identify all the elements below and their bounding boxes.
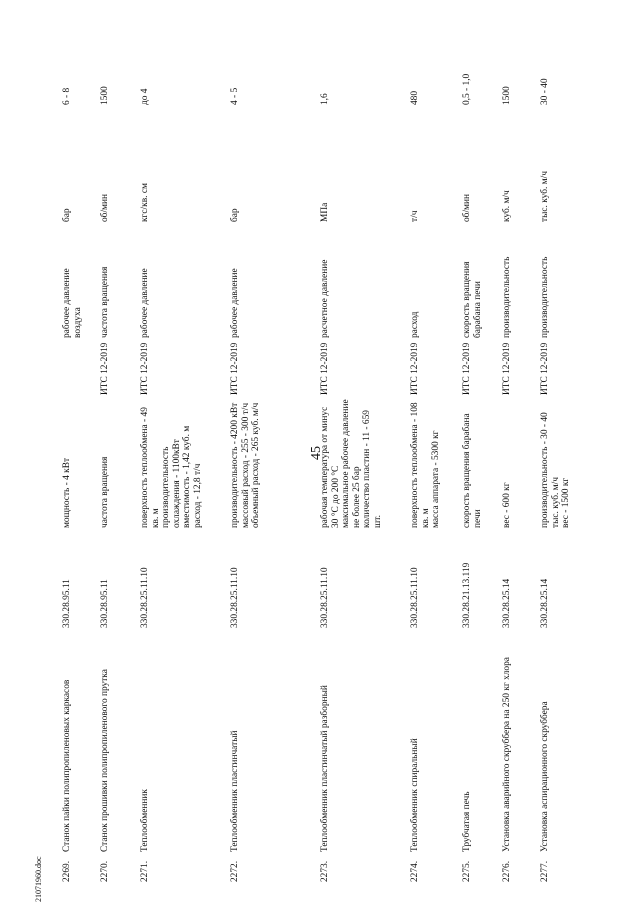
equipment-name: Установка аварийного скруббера на 250 кг хлора xyxy=(502,657,512,852)
parameter-value: 1500 xyxy=(502,86,512,105)
equipment-name: Теплообменник пластинчатый xyxy=(230,730,240,852)
okpd-code: 330.28.95.11 xyxy=(100,579,110,628)
okpd-code: 330.28.95.11 xyxy=(62,579,72,628)
row-number: 2273. xyxy=(320,860,330,882)
parameter-name: производительность xyxy=(540,256,550,338)
row-number: 2275. xyxy=(462,860,472,882)
reference-doc: ИТС 12-2019 xyxy=(410,342,420,395)
okpd-code: 330.28.25.14 xyxy=(540,578,550,628)
parameter-value: 30 - 40 xyxy=(540,78,550,105)
reference-doc: ИТС 12-2019 xyxy=(230,342,240,395)
equipment-name: Станок пайки полипропиленовых каркасов xyxy=(62,679,72,852)
row-number: 2277. xyxy=(540,860,550,882)
row-number: 2271. xyxy=(140,860,150,882)
parameter-value: 1,6 xyxy=(320,93,330,105)
parameter-name: расход xyxy=(410,311,420,338)
equipment-name: Установка аспирационного скруббера xyxy=(540,701,550,852)
parameter-name: рабочее давление xyxy=(140,268,150,338)
characteristic-text: поверхность теплообмена - 108 кв. м масса аппарата - 5300 кг xyxy=(410,402,442,528)
characteristic-text: поверхность теплообмена - 49 кв. м производительность охлаждения - 1100кВт вместимость - 1,42 куб. м расход - 12,8 т/ч xyxy=(140,407,203,528)
parameter-name: расчетное давление xyxy=(320,259,330,338)
characteristic-text: мощность - 4 кВт xyxy=(62,457,72,528)
row-number: 2274. xyxy=(410,860,420,882)
unit-of-measure: кгс/кв. см xyxy=(140,183,150,222)
row-number: 2272. xyxy=(230,860,240,882)
unit-of-measure: об/мин xyxy=(100,193,110,222)
parameter-value: 0,5 - 1,0 xyxy=(462,73,472,105)
reference-doc xyxy=(62,340,100,395)
characteristic-text: вес - 600 кг xyxy=(502,482,512,528)
equipment-name: Станок прошивки полипропиленового прутка xyxy=(100,669,110,852)
page-number: 45 xyxy=(309,446,324,460)
characteristic-text: рабочая температура от минус 30 °C до 200 °C максимальное рабочее давление не более 25 бар количество пластин - 11 - 659 шт. xyxy=(320,399,383,528)
equipment-name: Теплообменник спиральный xyxy=(410,738,420,852)
row-number: 2270. xyxy=(100,860,110,882)
parameter-value: 1500 xyxy=(100,86,110,105)
characteristic-text: производительность - 30 - 40 тыс. куб. м/ч вес - 1500 кг xyxy=(540,412,572,528)
row-number: 2269. xyxy=(62,860,72,882)
okpd-code: 330.28.21.13.119 xyxy=(462,562,472,628)
okpd-code: 330.28.25.11.10 xyxy=(320,567,330,628)
okpd-code: 330.28.25.11.10 xyxy=(140,567,150,628)
parameter-name: производительность xyxy=(502,256,512,338)
parameter-name: скорость вращения барабана печи xyxy=(462,261,483,338)
equipment-name: Трубчатая печь xyxy=(462,791,472,852)
equipment-name: Теплообменник пластинчатый разборный xyxy=(320,685,330,852)
unit-of-measure: об/мин xyxy=(462,193,472,222)
reference-doc: ИТС 12-2019 xyxy=(100,342,110,395)
reference-doc: ИТС 12-2019 xyxy=(320,342,330,395)
unit-of-measure: куб. м/ч xyxy=(502,190,512,222)
parameter-name: рабочее давление воздуха xyxy=(62,268,83,338)
equipment-name: Теплообменник xyxy=(140,789,150,852)
okpd-code: 330.28.25.11.10 xyxy=(410,567,420,628)
unit-of-measure: МПа xyxy=(320,202,330,222)
parameter-value: 4 - 5 xyxy=(230,87,240,105)
parameter-value: до 4 xyxy=(140,88,150,105)
reference-doc: ИТС 12-2019 xyxy=(462,342,472,395)
unit-of-measure: бар xyxy=(230,208,240,222)
file-footer: 21071960.doc xyxy=(34,856,43,902)
reference-doc: ИТС 12-2019 xyxy=(540,342,550,395)
parameter-value: 480 xyxy=(410,90,420,105)
reference-doc: ИТС 12-2019 xyxy=(502,342,512,395)
okpd-code: 330.28.25.14 xyxy=(502,578,512,628)
characteristic-text: производительность - 4200 кВт массовый расход - 255 - 300 т/ч объемный расход - 265 куб. м/ч xyxy=(230,402,262,528)
unit-of-measure: бар xyxy=(62,208,72,222)
parameter-name: частота вращения xyxy=(100,266,110,338)
parameter-name: рабочее давление xyxy=(230,268,240,338)
unit-of-measure: тыс. куб. м/ч xyxy=(540,171,550,222)
okpd-code: 330.28.25.11.10 xyxy=(230,567,240,628)
unit-of-measure: т/ч xyxy=(410,210,420,222)
parameter-value: 6 - 8 xyxy=(62,87,72,105)
reference-doc: ИТС 12-2019 xyxy=(140,342,150,395)
characteristic-text: скорость вращения барабана печи xyxy=(462,413,483,528)
row-number: 2276. xyxy=(502,860,512,882)
characteristic-text: частота вращения xyxy=(100,456,110,528)
